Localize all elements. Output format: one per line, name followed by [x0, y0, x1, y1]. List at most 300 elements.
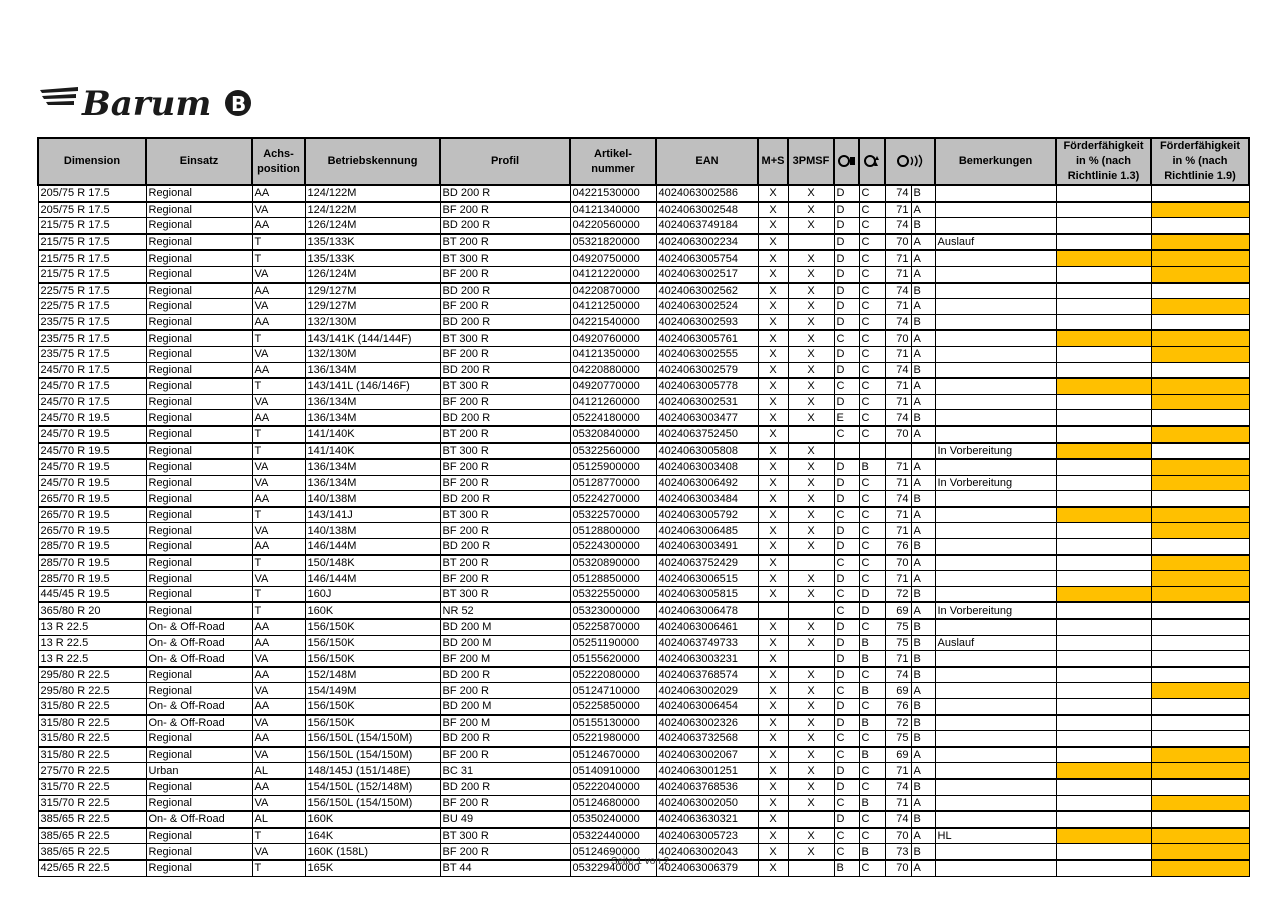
table-cell: 75	[885, 635, 911, 651]
table-row	[38, 507, 1249, 523]
table-cell: T	[252, 828, 305, 844]
table-cell: Regional	[146, 330, 252, 346]
table-cell: Regional	[146, 779, 252, 795]
table-cell: 215/75 R 17.5	[38, 266, 146, 282]
col-einsatz: Einsatz	[146, 138, 252, 185]
table-row	[38, 555, 1249, 571]
table-cell	[788, 651, 834, 667]
table-cell: X	[788, 715, 834, 731]
table-cell: X	[758, 202, 788, 218]
table-cell	[1056, 362, 1151, 378]
table-cell: C	[859, 828, 885, 844]
table-cell	[1056, 266, 1151, 282]
table-row	[38, 202, 1249, 218]
table-cell: D	[834, 699, 859, 715]
table-cell: 04121250000	[570, 299, 656, 315]
col-profil: Profil	[440, 138, 570, 185]
col-fuel	[834, 138, 859, 185]
table-cell: 69	[885, 747, 911, 763]
table-cell: X	[758, 811, 788, 828]
table-cell: 05124710000	[570, 683, 656, 699]
table-cell: X	[758, 394, 788, 410]
table-cell: D	[834, 283, 859, 299]
table-cell: 4024063005723	[656, 828, 758, 844]
table-cell: Regional	[146, 507, 252, 523]
table-cell: X	[788, 410, 834, 426]
table-cell: C	[859, 475, 885, 491]
table-cell: 4024063768574	[656, 667, 758, 683]
table-cell: 4024063006379	[656, 860, 758, 876]
table-cell: Regional	[146, 683, 252, 699]
table-cell: 156/150K	[305, 635, 440, 651]
table-cell: X	[758, 362, 788, 378]
table-cell: 245/70 R 17.5	[38, 378, 146, 394]
table-cell: 05322940000	[570, 860, 656, 876]
col-foerder-19: Förderfähigkeit in % (nach Richtlinie 1.9)	[1151, 138, 1249, 185]
table-cell: BT 200 R	[440, 234, 570, 251]
table-cell: X	[758, 346, 788, 362]
table-cell: Regional	[146, 602, 252, 619]
table-cell: X	[758, 779, 788, 795]
table-cell	[1056, 699, 1151, 715]
table-cell: AA	[252, 539, 305, 555]
table-header	[38, 138, 1249, 185]
table-cell: X	[758, 234, 788, 251]
table-cell	[935, 346, 1056, 362]
table-cell: X	[758, 250, 788, 266]
table-cell	[935, 571, 1056, 587]
table-cell	[1151, 555, 1249, 571]
table-cell: Regional	[146, 394, 252, 410]
table-cell	[1056, 443, 1151, 460]
table-cell: 69	[885, 602, 911, 619]
table-cell: A	[911, 330, 935, 346]
table-cell: BD 200 R	[440, 731, 570, 747]
table-cell: B	[911, 185, 935, 202]
table-cell: 05320890000	[570, 555, 656, 571]
table-cell	[935, 378, 1056, 394]
table-row	[38, 266, 1249, 282]
table-cell: 4024063001251	[656, 763, 758, 779]
table-cell: 05155130000	[570, 715, 656, 731]
table-cell: Urban	[146, 763, 252, 779]
table-cell: 4024063002517	[656, 266, 758, 282]
table-cell	[1151, 779, 1249, 795]
table-cell: Regional	[146, 844, 252, 860]
table-cell	[935, 811, 1056, 828]
table-cell: 4024063002326	[656, 715, 758, 731]
table-row	[38, 811, 1249, 828]
table-cell: 71	[885, 250, 911, 266]
table-cell	[1056, 283, 1151, 299]
table-cell	[935, 185, 1056, 202]
table-cell: 156/150K	[305, 715, 440, 731]
table-cell	[1056, 555, 1151, 571]
table-cell: T	[252, 602, 305, 619]
table-cell: 385/65 R 22.5	[38, 811, 146, 828]
table-cell: 245/70 R 19.5	[38, 443, 146, 460]
table-cell: B	[911, 491, 935, 507]
table-cell	[1056, 523, 1151, 539]
table-cell: 156/150L (154/150M)	[305, 795, 440, 811]
table-cell: 4024063002579	[656, 362, 758, 378]
table-cell	[1056, 667, 1151, 683]
table-cell	[1151, 523, 1249, 539]
table-cell: BF 200 R	[440, 683, 570, 699]
table-cell: 4024063749733	[656, 635, 758, 651]
table-cell: C	[859, 860, 885, 876]
table-cell: X	[788, 443, 834, 460]
table-cell: 4024063006515	[656, 571, 758, 587]
table-cell: VA	[252, 571, 305, 587]
table-row	[38, 571, 1249, 587]
table-cell: B	[911, 651, 935, 667]
tire-table	[37, 137, 1250, 877]
table-row	[38, 602, 1249, 619]
col-foerder-13: Förderfähigkeit in % (nach Richtlinie 1.3)	[1056, 138, 1151, 185]
table-cell: B	[859, 747, 885, 763]
table-cell: 05225870000	[570, 619, 656, 635]
table-cell: Regional	[146, 299, 252, 315]
table-cell: X	[758, 571, 788, 587]
table-cell	[1151, 539, 1249, 555]
table-cell: On- & Off-Road	[146, 715, 252, 731]
table-cell: X	[758, 860, 788, 876]
table-cell: X	[758, 828, 788, 844]
table-row	[38, 747, 1249, 763]
table-cell: 156/150K	[305, 651, 440, 667]
table-cell	[1056, 619, 1151, 635]
table-cell: BT 300 R	[440, 330, 570, 346]
table-cell: BC 31	[440, 763, 570, 779]
table-cell: 4024063002050	[656, 795, 758, 811]
table-cell: BF 200 R	[440, 346, 570, 362]
table-cell: C	[859, 314, 885, 330]
table-cell: 05224180000	[570, 410, 656, 426]
table-cell: C	[859, 330, 885, 346]
table-cell: B	[911, 410, 935, 426]
table-cell	[1151, 619, 1249, 635]
table-cell: BF 200 R	[440, 523, 570, 539]
barum-logo	[38, 84, 258, 122]
table-cell: 4024063002067	[656, 747, 758, 763]
table-cell: 141/140K	[305, 426, 440, 443]
table-cell: A	[911, 234, 935, 251]
table-cell: AA	[252, 410, 305, 426]
table-cell: B	[911, 314, 935, 330]
table-cell: X	[758, 844, 788, 860]
table-cell: 4024063630321	[656, 811, 758, 828]
table-cell: 74	[885, 491, 911, 507]
table-cell	[1151, 362, 1249, 378]
table-cell: 315/80 R 22.5	[38, 715, 146, 731]
table-cell: 225/75 R 17.5	[38, 283, 146, 299]
table-cell: On- & Off-Road	[146, 699, 252, 715]
table-cell: X	[788, 844, 834, 860]
table-cell: A	[911, 507, 935, 523]
table-cell: 160J	[305, 586, 440, 602]
table-cell: 74	[885, 314, 911, 330]
table-cell: T	[252, 860, 305, 876]
table-cell: D	[834, 266, 859, 282]
table-cell: BT 300 R	[440, 250, 570, 266]
table-cell: BD 200 M	[440, 619, 570, 635]
table-cell	[1056, 763, 1151, 779]
table-cell: 135/133K	[305, 234, 440, 251]
table-cell: C	[834, 683, 859, 699]
table-cell: 04121350000	[570, 346, 656, 362]
table-row	[38, 699, 1249, 715]
table-cell	[1056, 459, 1151, 475]
table-cell	[1056, 779, 1151, 795]
table-row	[38, 443, 1249, 460]
table-cell: 05140910000	[570, 763, 656, 779]
table-cell: 76	[885, 699, 911, 715]
table-cell: X	[788, 828, 834, 844]
table-cell: VA	[252, 459, 305, 475]
table-cell: X	[788, 619, 834, 635]
table-cell: 132/130M	[305, 314, 440, 330]
table-cell: BF 200 R	[440, 202, 570, 218]
table-cell: BD 200 R	[440, 491, 570, 507]
table-cell	[1056, 410, 1151, 426]
logo-text: Barum	[82, 84, 212, 122]
table-cell: BF 200 R	[440, 459, 570, 475]
table-cell: X	[788, 586, 834, 602]
table-cell	[1151, 683, 1249, 699]
table-cell: C	[859, 571, 885, 587]
table-cell: 4024063768536	[656, 779, 758, 795]
table-cell: 4024063005815	[656, 586, 758, 602]
table-cell: 75	[885, 619, 911, 635]
table-row	[38, 218, 1249, 234]
table-cell: 71	[885, 299, 911, 315]
table-cell: 295/80 R 22.5	[38, 683, 146, 699]
table-cell	[758, 602, 788, 619]
table-cell: A	[911, 394, 935, 410]
table-row	[38, 667, 1249, 683]
table-cell: 04920770000	[570, 378, 656, 394]
table-cell: X	[788, 635, 834, 651]
table-cell: Regional	[146, 491, 252, 507]
table-row	[38, 828, 1249, 844]
table-cell	[935, 651, 1056, 667]
table-cell: C	[859, 523, 885, 539]
table-cell	[1056, 651, 1151, 667]
table-cell: Regional	[146, 378, 252, 394]
table-cell: 05124670000	[570, 747, 656, 763]
table-cell: A	[911, 266, 935, 282]
table-cell: AA	[252, 779, 305, 795]
table-cell	[935, 507, 1056, 523]
table-cell: VA	[252, 747, 305, 763]
table-cell	[834, 443, 859, 460]
col-bemerkungen: Bemerkungen	[935, 138, 1056, 185]
table-cell: X	[788, 699, 834, 715]
table-cell: X	[788, 330, 834, 346]
table-cell: B	[911, 844, 935, 860]
table-cell: Regional	[146, 795, 252, 811]
table-cell: 315/70 R 22.5	[38, 779, 146, 795]
table-cell: BD 200 R	[440, 362, 570, 378]
table-cell: X	[788, 266, 834, 282]
table-cell: B	[911, 586, 935, 602]
table-cell: BD 200 R	[440, 779, 570, 795]
col-ean: EAN	[656, 138, 758, 185]
table-cell	[1056, 314, 1151, 330]
table-cell	[1056, 586, 1151, 602]
table-cell: Regional	[146, 731, 252, 747]
table-cell: D	[834, 394, 859, 410]
table-cell: T	[252, 426, 305, 443]
table-cell: X	[788, 185, 834, 202]
table-cell: X	[788, 491, 834, 507]
table-cell: 71	[885, 651, 911, 667]
table-cell: C	[859, 234, 885, 251]
table-cell: Regional	[146, 459, 252, 475]
table-cell: 74	[885, 410, 911, 426]
table-cell: C	[859, 619, 885, 635]
col-achsposition: Achs- position	[252, 138, 305, 185]
table-cell: X	[788, 394, 834, 410]
table-cell: X	[758, 443, 788, 460]
table-cell: BF 200 R	[440, 844, 570, 860]
table-cell: BT 300 R	[440, 828, 570, 844]
table-cell	[1056, 811, 1151, 828]
col-ms: M+S	[758, 138, 788, 185]
table-cell: 215/75 R 17.5	[38, 250, 146, 266]
table-cell: D	[834, 571, 859, 587]
table-cell: In Vorbereitung	[935, 602, 1056, 619]
table-cell: X	[788, 202, 834, 218]
table-cell: C	[859, 426, 885, 443]
table-row	[38, 491, 1249, 507]
table-cell: X	[788, 667, 834, 683]
table-cell: 4024063003491	[656, 539, 758, 555]
table-cell	[1151, 283, 1249, 299]
col-noise	[885, 138, 935, 185]
table-cell: 150/148K	[305, 555, 440, 571]
table-cell: VA	[252, 795, 305, 811]
table-cell: C	[834, 828, 859, 844]
table-row	[38, 683, 1249, 699]
table-cell: VA	[252, 394, 305, 410]
table-cell: A	[911, 795, 935, 811]
table-cell: 235/75 R 17.5	[38, 330, 146, 346]
noise-icon	[895, 154, 925, 168]
table-row	[38, 586, 1249, 602]
table-cell: 4024063005778	[656, 378, 758, 394]
table-cell	[1056, 378, 1151, 394]
table-cell: X	[758, 539, 788, 555]
table-cell: NR 52	[440, 602, 570, 619]
table-cell: 205/75 R 17.5	[38, 185, 146, 202]
table-cell: Auslauf	[935, 635, 1056, 651]
table-cell: 73	[885, 844, 911, 860]
table-cell	[935, 667, 1056, 683]
table-cell: 4024063002555	[656, 346, 758, 362]
table-cell: 235/75 R 17.5	[38, 314, 146, 330]
table-cell: BU 49	[440, 811, 570, 828]
table-cell: VA	[252, 266, 305, 282]
table-cell: Regional	[146, 860, 252, 876]
table-cell: D	[834, 362, 859, 378]
table-row	[38, 619, 1249, 635]
table-cell: 71	[885, 795, 911, 811]
table-cell: X	[758, 699, 788, 715]
table-cell: A	[911, 459, 935, 475]
table-cell: B	[911, 779, 935, 795]
table-cell: X	[788, 539, 834, 555]
table-cell: VA	[252, 715, 305, 731]
table-cell: D	[834, 635, 859, 651]
table-cell	[1056, 507, 1151, 523]
table-cell: 156/150L (154/150M)	[305, 731, 440, 747]
table-cell: D	[834, 475, 859, 491]
table-cell: A	[911, 346, 935, 362]
table-cell: 05225850000	[570, 699, 656, 715]
table-cell: 148/145J (151/148E)	[305, 763, 440, 779]
table-cell: X	[758, 635, 788, 651]
table-cell: AA	[252, 283, 305, 299]
table-row	[38, 330, 1249, 346]
table-cell: B	[834, 860, 859, 876]
table-cell: C	[834, 426, 859, 443]
table-cell: BF 200 M	[440, 651, 570, 667]
table-cell: 245/70 R 19.5	[38, 410, 146, 426]
table-cell: On- & Off-Road	[146, 635, 252, 651]
table-cell	[935, 683, 1056, 699]
table-cell: 05125900000	[570, 459, 656, 475]
table-cell: 160K	[305, 811, 440, 828]
table-cell: 140/138M	[305, 491, 440, 507]
table-cell: Regional	[146, 747, 252, 763]
table-cell	[1056, 571, 1151, 587]
table-cell: 4024063006485	[656, 523, 758, 539]
table-cell: AA	[252, 731, 305, 747]
table-cell: 4024063005808	[656, 443, 758, 460]
table-cell: 04221530000	[570, 185, 656, 202]
table-cell	[935, 715, 1056, 731]
table-cell: D	[834, 811, 859, 828]
table-cell: T	[252, 586, 305, 602]
table-cell: X	[788, 475, 834, 491]
table-cell: VA	[252, 683, 305, 699]
table-cell: C	[859, 362, 885, 378]
table-cell: 71	[885, 378, 911, 394]
table-cell: 04121260000	[570, 394, 656, 410]
table-cell: 71	[885, 523, 911, 539]
table-cell: X	[788, 507, 834, 523]
table-cell: 04920750000	[570, 250, 656, 266]
table-cell: X	[758, 507, 788, 523]
table-cell: D	[834, 459, 859, 475]
table-cell	[935, 763, 1056, 779]
table-cell: D	[834, 619, 859, 635]
table-cell: BF 200 R	[440, 394, 570, 410]
table-cell: A	[911, 299, 935, 315]
table-cell: X	[758, 795, 788, 811]
table-cell: X	[758, 586, 788, 602]
table-cell: 74	[885, 218, 911, 234]
table-cell: BT 200 R	[440, 426, 570, 443]
table-cell	[1151, 185, 1249, 202]
table-cell: 05221980000	[570, 731, 656, 747]
table-cell: 71	[885, 346, 911, 362]
table-cell	[935, 299, 1056, 315]
table-cell: VA	[252, 523, 305, 539]
table-cell: D	[834, 539, 859, 555]
